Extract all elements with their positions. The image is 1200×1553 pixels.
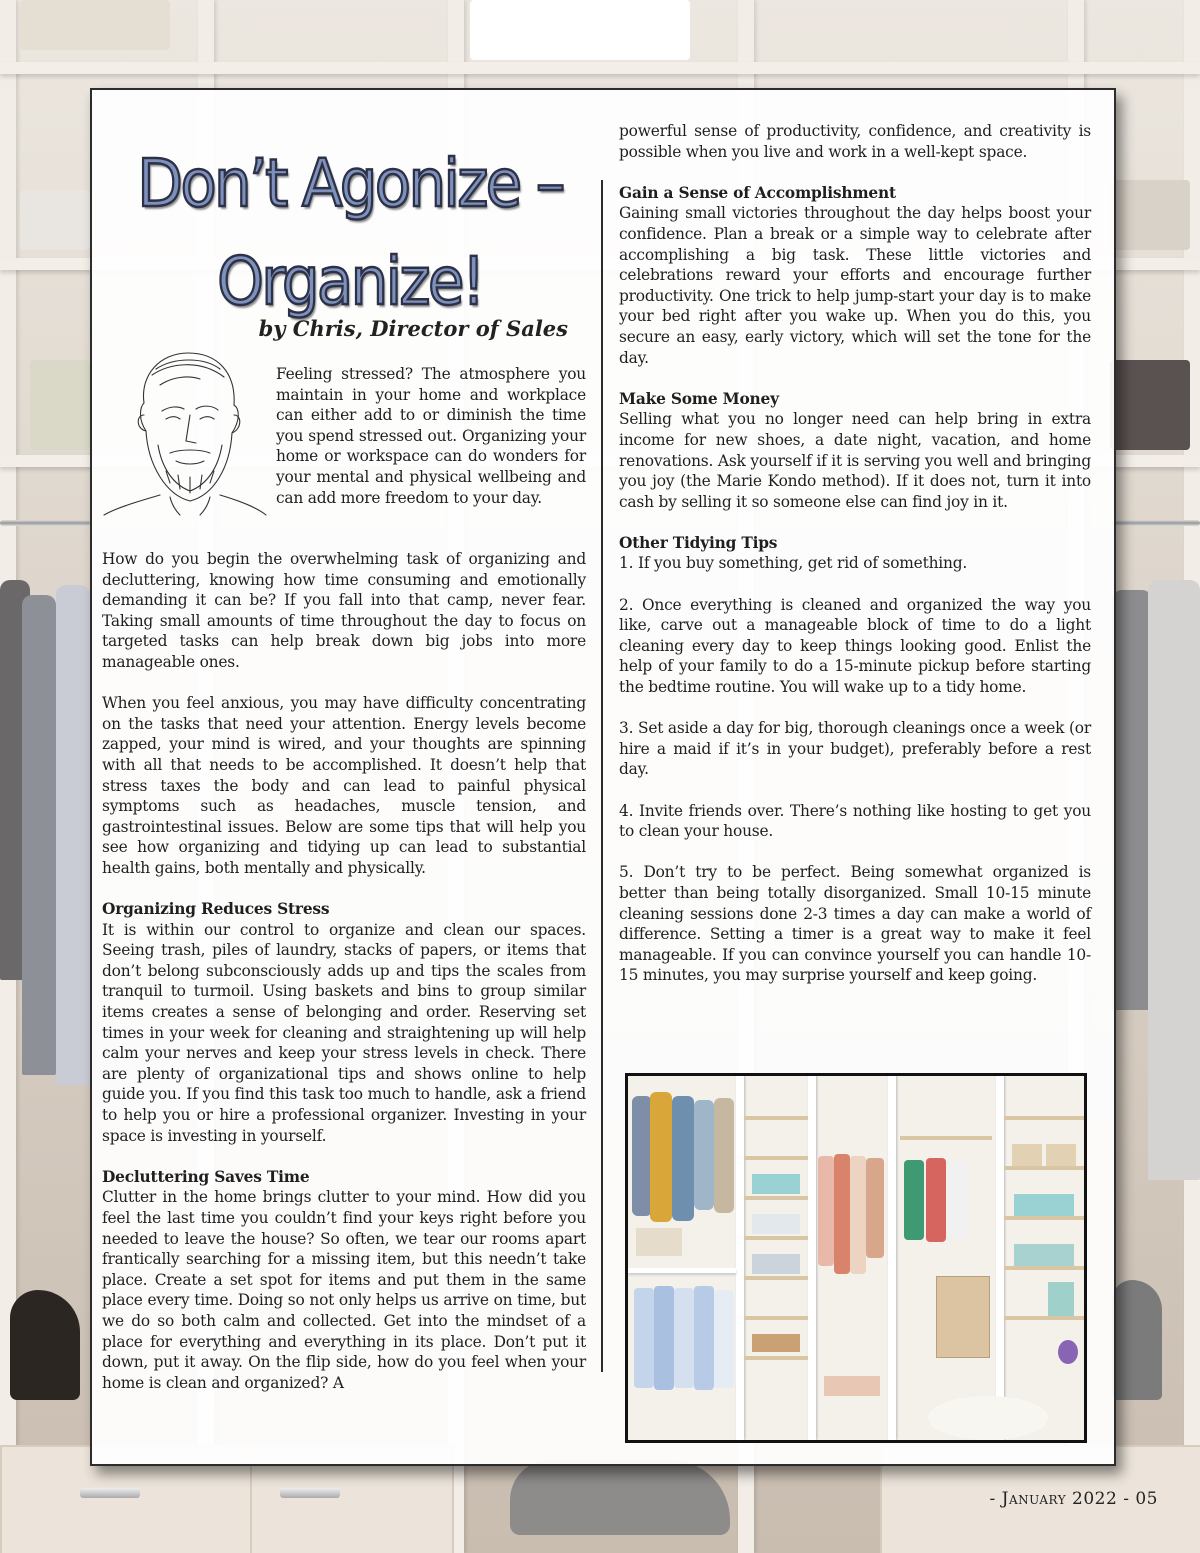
right-column (619, 121, 1091, 986)
left-column (102, 549, 586, 1393)
article-title (118, 135, 582, 331)
title-line-1: Don’t Agonize – (137, 145, 563, 222)
byline: by Chris, Director of Sales (258, 316, 568, 341)
title-line-2: Organize! (217, 243, 483, 320)
section-body-decluttering: Clutter in the home brings clutter to your mind. How did you feel the last time you couldn’t find your keys right before you needed to leave the house? So often, we tear our rooms apart frantically searching for a missing item, but this needn’t take place. Create a set spot for items and put them in the same place every time. Doing so not only helps us arrive on time, but we do so both calm and collected. Get into the mindset of a place for everything and everything in its place. Don’t put it down, put it away. On the flip side, how do you feel when your home is clean and organized? A (102, 1188, 586, 1392)
intro-paragraph: Feeling stressed? The atmosphere you maintain in your home and workplace can either add to or diminish the time you spend stressed out. Organizing your home or workspace can do wonders for your mental and physical wellbeing and can add more freedom to your day. (276, 365, 586, 507)
page-footer: - January 2022 - 05 (989, 1489, 1158, 1509)
tip-1: 1. If you buy something, get rid of something. (619, 554, 968, 573)
tip-5: 5. Don’t try to be perfect. Being somewhat organized is better than being totally disorganized. Small 10-15 minute cleaning sessions done 2-3 times a day can make a world of difference. Setting a timer is a great way to make it feel manageable. If you can convince yourself you can handle 10-15 minutes, you may surprise yourself and keep going. (619, 863, 1091, 985)
tip-2: 2. Once everything is cleaned and organized the way you like, carve out a manageable block of time to do a light cleaning every day to keep things looking good. Enlist the help of your family to do a 15-minute pickup before starting the bedtime routine. You will wake up to a tidy home. (619, 595, 1091, 697)
continued-paragraph: powerful sense of productivity, confidence, and creativity is possible when you live and work in a well-kept space. (619, 122, 1091, 161)
section-body-accomplishment: Gaining small victories throughout the day helps boost your confidence. Plan a break or a simple way to celebrate after accomplishing a big task. These little victories and celebrations reward your efforts and encourage further productivity. One trick to help jump-start your day is to make your bed right after you wake up. When you do this, you secure an easy, early victory, which will set the tone for the day. (619, 204, 1091, 367)
closet-photo (625, 1073, 1087, 1443)
section-heading-organizing: Organizing Reduces Stress (102, 900, 330, 919)
section-heading-money: Make Some Money (619, 389, 779, 408)
section-body-organizing: It is within our control to organize and clean our spaces. Seeing trash, piles of laundry, stacks of papers, or items that don’t belong subconsciously adds up and tips the scales from tranquil to turmoil. Using baskets and bins to group similar items creates a sense of belonging and order. Reserving set times in your week for cleaning and straightening up will help calm your nerves and keep your stress levels in check. There are plenty of organizational tips and shows online to help guide you. If you find this task too much to handle, ask a friend to help you or hire a professional organizer. Investing in your space is investing in yourself. (102, 920, 586, 1145)
section-body-money: Selling what you no longer need can help bring in extra income for new shoes, a date night, vacation, and home renovations. Ask yourself if it is serving you well and bringing you joy (the Marie Kondo method). If it does not, turn it into cash by selling it so someone else can find joy in it. (619, 410, 1091, 511)
tip-4: 4. Invite friends over. There’s nothing like hosting to get you to clean your house. (619, 801, 1091, 841)
section-heading-tips: Other Tidying Tips (619, 533, 778, 552)
section-heading-decluttering: Decluttering Saves Time (102, 1167, 310, 1186)
tip-3: 3. Set aside a day for big, thorough cleanings once a week (or hire a maid if it’s in your budget), preferably before a rest day. (619, 719, 1091, 779)
column-divider (601, 180, 603, 1372)
paragraph-1: How do you begin the overwhelming task of organizing and decluttering, knowing how time consuming and emotionally demanding it can be? If you fall into that camp, never fear. Taking small amounts of time throughout the day to focus on targeted tasks can help break down big jobs into more manageable ones. (102, 550, 586, 671)
author-portrait-sketch (100, 345, 268, 517)
section-heading-accomplishment: Gain a Sense of Accomplishment (619, 183, 896, 202)
paragraph-2: When you feel anxious, you may have difficulty concentrating on the tasks that need your attention. Energy levels become zapped, your mind is wired, and your thoughts are spinning with all that needs to be accomplished. It doesn’t help that stress taxes the body and can lead to painful physical symptoms such as headaches, muscle tension, and gastrointestinal issues. Below are some tips that will help you see how organizing and tidying up can lead to substantial health gains, both mentally and physically. (102, 694, 586, 877)
